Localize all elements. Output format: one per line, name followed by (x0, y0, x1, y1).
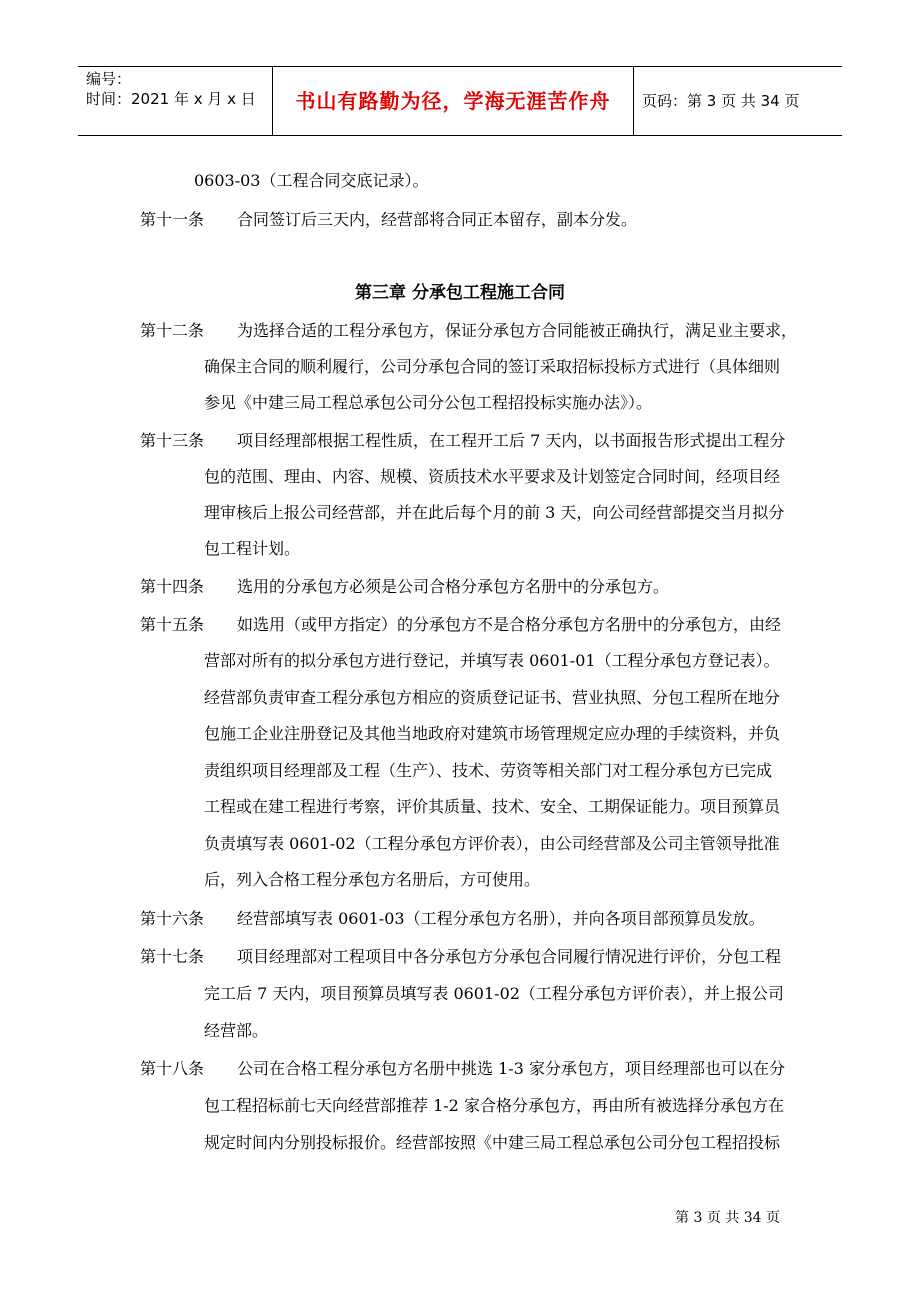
article-11-number: 第十一条 (140, 210, 205, 229)
continuation-line: 0603-03（工程合同交底记录）。 (194, 171, 429, 190)
article-16-text: 经营部填写表 0601-03（工程分承包方名册），并向各项目部预算员发放。 (237, 909, 765, 928)
article-14-number: 第十四条 (140, 577, 205, 596)
article-12-line: 确保主合同的顺利履行，公司分承包合同的签订采取招标投标方式进行（具体细则 (204, 357, 781, 376)
article-15-line: 营部对所有的拟分承包方进行登记，并填写表 0601-01（工程分承包方登记表）。 (204, 651, 780, 670)
article-12-line: 参见《中建三局工程总承包公司分公包工程招投标实施办法》）。 (204, 393, 653, 412)
document-number-label: 编号： (86, 70, 132, 88)
article-18-line: 包工程招标前七天向经营部推荐 1-2 家合格分承包方，再由所有被选择分承包方在 (204, 1096, 784, 1115)
article-13-line: 理审核后上报公司经营部，并在此后每个月的前 3 天，向公司经营部提交当月拟分 (204, 503, 785, 522)
article-17-line: 经营部。 (204, 1021, 269, 1040)
header-page-number: 页码：第 3 页 共 34 页 (642, 92, 800, 110)
article-13-line: 包工程计划。 (204, 539, 301, 558)
article-15-line: 负责填写表 0601-02（工程分承包方评价表），由公司经营部及公司主管领导批准 (204, 834, 780, 853)
article-13-number: 第十三条 (140, 431, 205, 450)
chapter-title: 第三章 分承包工程施工合同 (355, 283, 565, 303)
article-13-line: 包的范围、理由、内容、规模、资质技术水平要求及计划签定合同时间，经项目经 (204, 467, 781, 486)
article-13-line: 项目经理部根据工程性质，在工程开工后 7 天内，以书面报告形式提出工程分 (237, 431, 786, 450)
article-15-line: 责组织项目经理部及工程（生产）、技术、劳资等相关部门对工程分承包方已完成 (204, 761, 773, 780)
article-12-number: 第十二条 (140, 321, 205, 340)
article-18-line: 规定时间内分别投标报价。经营部按照《中建三局工程总承包公司分包工程招投标 (204, 1133, 781, 1152)
article-12-line: 为选择合适的工程分承包方，保证分承包方合同能被正确执行，满足业主要求， (237, 321, 798, 340)
page-footer: 第 3 页 共 34 页 (675, 1210, 780, 1226)
article-15-line: 后，列入合格工程分承包方名册后，方可使用。 (204, 870, 541, 889)
page-header (78, 66, 842, 136)
header-motto: 书山有路勤为径，学海无涯苦作舟 (272, 67, 634, 135)
header-meta (78, 67, 272, 135)
article-15-line: 经营部负责审查工程分承包方相应的资质登记证书、营业执照、分包工程所在地分 (204, 688, 781, 707)
article-16-number: 第十六条 (140, 909, 205, 928)
article-18-line: 公司在合格工程分承包方名册中挑选 1-3 家分承包方，项目经理部也可以在分 (237, 1059, 785, 1078)
article-15-line: 如选用（或甲方指定）的分承包方不是合格分承包方名册中的分承包方，由经 (237, 615, 782, 634)
article-11-text: 合同签订后三天内，经营部将合同正本留存，副本分发。 (237, 210, 638, 229)
article-15-line: 工程或在建工程进行考察，评价其质量、技术、安全、工期保证能力。项目预算员 (204, 797, 781, 816)
article-15-line: 包施工企业注册登记及其他当地政府对建筑市场管理规定应办理的手续资料，并负 (204, 724, 781, 743)
document-date: 时间：2021 年 x 月 x 日 (86, 90, 256, 108)
article-17-number: 第十七条 (140, 947, 205, 966)
article-17-line: 项目经理部对工程项目中各分承包方分承包合同履行情况进行评价，分包工程 (237, 947, 782, 966)
article-15-number: 第十五条 (140, 615, 205, 634)
article-18-number: 第十八条 (140, 1059, 205, 1078)
article-17-line: 完工后 7 天内，项目预算员填写表 0601-02（工程分承包方评价表），并上报公司 (204, 984, 784, 1003)
article-14-text: 选用的分承包方必须是公司合格分承包方名册中的分承包方。 (237, 577, 670, 596)
